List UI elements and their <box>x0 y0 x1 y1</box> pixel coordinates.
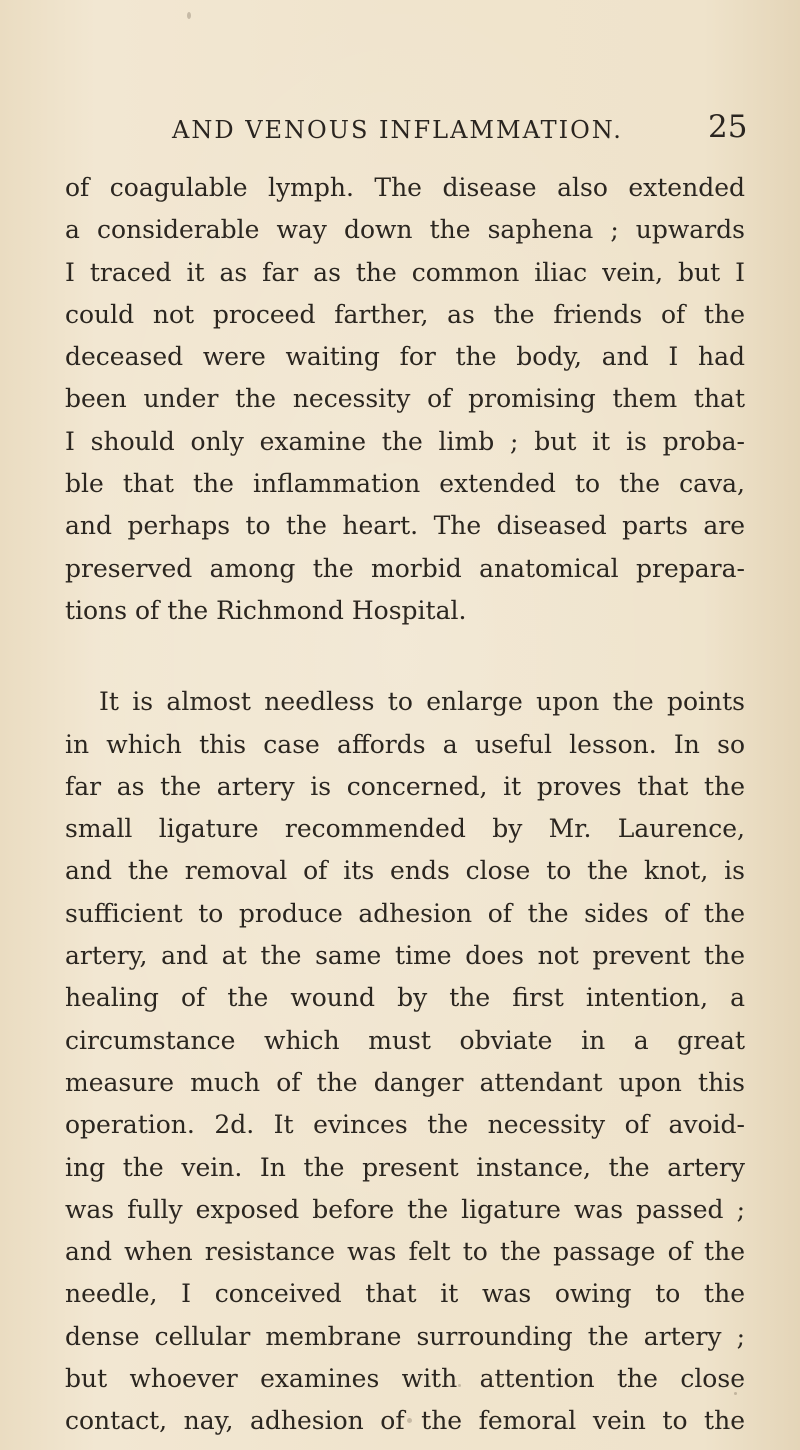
body-text <box>65 167 745 1443</box>
text-line: operation. 2d. It evinces the necessity of avoid- <box>65 1110 745 1140</box>
text-line: circumstance which must obviate in a great <box>65 1025 745 1055</box>
text-line: healing of the wound by the first intention, a <box>65 983 745 1013</box>
page-header <box>0 109 800 156</box>
text-line: contact, nay, adhesion of the femoral vein to the <box>65 1406 745 1436</box>
text-line: but whoever examines with attention the close <box>65 1364 745 1394</box>
text-line: I traced it as far as the common iliac vein, but I <box>65 257 745 287</box>
text-line: of coagulable lymph. The disease also extended <box>65 173 745 202</box>
text-line: sufficient to produce adhesion of the sides of the <box>65 898 745 928</box>
text-line: ing the vein. In the present instance, the artery <box>65 1152 745 1182</box>
page-number: 25 <box>708 109 748 145</box>
text-line: It is almost needless to enlarge upon the points <box>99 687 745 717</box>
text-line: could not proceed farther, as the friends of the <box>65 299 745 329</box>
text-line: and when resistance was felt to the passage of the <box>65 1237 745 1267</box>
paragraph-1 <box>65 167 745 632</box>
paper-speck <box>187 12 191 19</box>
text-line: far as the artery is concerned, it proves that the <box>65 771 745 801</box>
text-line: ble that the inflammation extended to the cava, <box>65 469 745 499</box>
text-line: needle, I conceived that it was owing to the <box>65 1279 745 1309</box>
text-line: preserved among the morbid anatomical prepara- <box>65 553 745 583</box>
text-line: been under the necessity of promising them that <box>65 384 745 414</box>
text-line: in which this case affords a useful lesson. In so <box>65 729 745 759</box>
text-line: tions of the Richmond Hospital. <box>65 595 467 625</box>
text-line: dense cellular membrane surrounding the artery ; <box>65 1321 745 1351</box>
text-line: small ligature recommended by Mr. Laurence, <box>65 814 745 844</box>
text-line: deceased were waiting for the body, and I had <box>65 342 745 372</box>
running-head: AND VENOUS INFLAMMATION. <box>172 116 623 144</box>
text-line: was fully exposed before the ligature was passed ; <box>65 1194 745 1224</box>
text-line: and the removal of its ends close to the knot, is <box>65 856 745 886</box>
text-line: measure much of the danger attendant upon this <box>65 1067 745 1097</box>
text-line: I should only examine the limb ; but it is proba- <box>65 426 745 456</box>
text-line: a considerable way down the saphena ; upwards <box>65 215 745 245</box>
text-line: and perhaps to the heart. The diseased parts are <box>65 511 745 541</box>
paragraph-2 <box>65 681 745 1442</box>
text-line: artery, and at the same time does not prevent the <box>65 941 745 971</box>
